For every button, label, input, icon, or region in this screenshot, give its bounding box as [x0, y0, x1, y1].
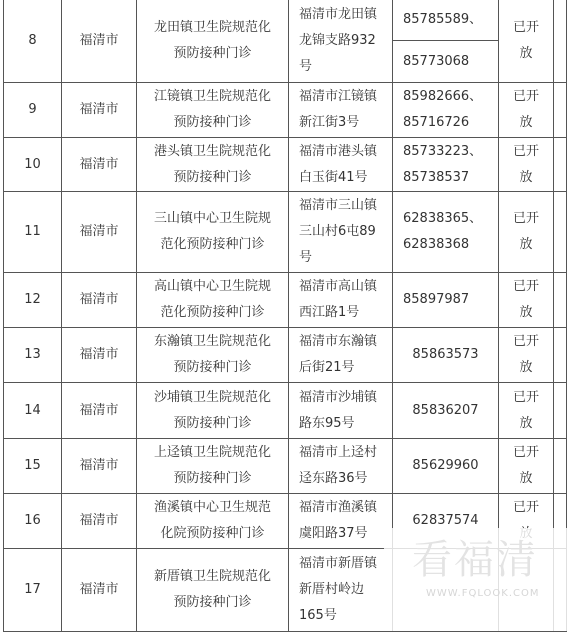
row-number: 8: [4, 0, 62, 83]
clinic-status: 已开 放: [499, 328, 554, 383]
row-city: 福清市: [62, 494, 137, 549]
clinic-status: 已开 放: [499, 138, 554, 192]
clinic-name: 三山镇中心卫生院规 范化预防接种门诊: [137, 192, 289, 273]
clinic-name: 高山镇中心卫生院规 范化预防接种门诊: [137, 273, 289, 328]
clinic-name: 沙埔镇卫生院规范化 预防接种门诊: [137, 383, 289, 439]
clinic-status: 已开 放: [499, 273, 554, 328]
clinic-address: 福清市龙田镇 龙锦支路932 号: [289, 0, 393, 83]
row-city: 福清市: [62, 138, 137, 192]
row-city: 福清市: [62, 549, 137, 632]
clinic-phone: 85785589、: [393, 0, 499, 41]
watermark-logo: 看福清: [412, 537, 538, 583]
row-city: 福清市: [62, 383, 137, 439]
row-city: 福清市: [62, 273, 137, 328]
table-row: [4, 0, 567, 41]
row-number: 13: [4, 328, 62, 383]
clinic-phone: 85733223、 85738537: [393, 138, 499, 192]
clinic-name: 江镜镇卫生院规范化 预防接种门诊: [137, 83, 289, 138]
table-row: [4, 383, 567, 439]
clinic-status: 已开 放: [499, 192, 554, 273]
row-number: 9: [4, 83, 62, 138]
row-number: 16: [4, 494, 62, 549]
clinic-address: 福清市上迳村 迳东路36号: [289, 439, 393, 494]
table-row: [4, 138, 567, 192]
clinic-status: 已开 放: [499, 0, 554, 83]
clinic-name: 渔溪镇中心卫生规范 化院预防接种门诊: [137, 494, 289, 549]
clinic-name: 港头镇卫生院规范化 预防接种门诊: [137, 138, 289, 192]
clinic-address: 福清市渔溪镇 虞阳路37号: [289, 494, 393, 549]
row-number: 10: [4, 138, 62, 192]
clinic-phone: 85863573: [393, 328, 499, 383]
clinic-name: 东瀚镇卫生院规范化 预防接种门诊: [137, 328, 289, 383]
clinic-status: 已开 放: [499, 439, 554, 494]
row-city: 福清市: [62, 0, 137, 83]
clinic-phone: 85982666、 85716726: [393, 83, 499, 138]
clinic-address: 福清市江镜镇 新江街3号: [289, 83, 393, 138]
row-city: 福清市: [62, 439, 137, 494]
row-number: 15: [4, 439, 62, 494]
clinic-address: 福清市三山镇 三山村6屯89 号: [289, 192, 393, 273]
clinic-address: 福清市东瀚镇 后街21号: [289, 328, 393, 383]
watermark: [384, 528, 570, 631]
clinic-status: 已开 放: [499, 83, 554, 138]
clinic-status: 已开 放: [499, 383, 554, 439]
table-row: [4, 273, 567, 328]
clinic-phone: 85773068: [393, 41, 499, 83]
row-city: 福清市: [62, 192, 137, 273]
clinic-name: 龙田镇卫生院规范化 预防接种门诊: [137, 0, 289, 83]
clinic-phone: 62837574: [393, 494, 499, 549]
clinic-status: 已开: [499, 494, 554, 549]
row-city: 福清市: [62, 83, 137, 138]
clinic-phone: 85836207: [393, 383, 499, 439]
clinic-name: 上迳镇卫生院规范化 预防接种门诊: [137, 439, 289, 494]
clinic-address: 福清市高山镇 西江路1号: [289, 273, 393, 328]
row-number: 14: [4, 383, 62, 439]
row-number: 11: [4, 192, 62, 273]
clinic-address: 福清市沙埔镇 路东95号: [289, 383, 393, 439]
table-row: [4, 328, 567, 383]
clinic-phone: 62838365、 62838368: [393, 192, 499, 273]
clinic-address: 福清市新厝镇 新厝村岭边 165号: [289, 549, 393, 632]
watermark-url: WWW.FQLOOK.COM: [426, 588, 540, 599]
table-row: [4, 192, 567, 273]
clinic-phone: 85629960: [393, 439, 499, 494]
clinic-name: 新厝镇卫生院规范化 预防接种门诊: [137, 549, 289, 632]
clinic-address: 福清市港头镇 白玉街41号: [289, 138, 393, 192]
table-row: [4, 439, 567, 494]
table-row: [4, 83, 567, 138]
row-city: 福清市: [62, 328, 137, 383]
row-number: 12: [4, 273, 62, 328]
clinic-phone: 85897987: [393, 273, 499, 328]
row-number: 17: [4, 549, 62, 632]
